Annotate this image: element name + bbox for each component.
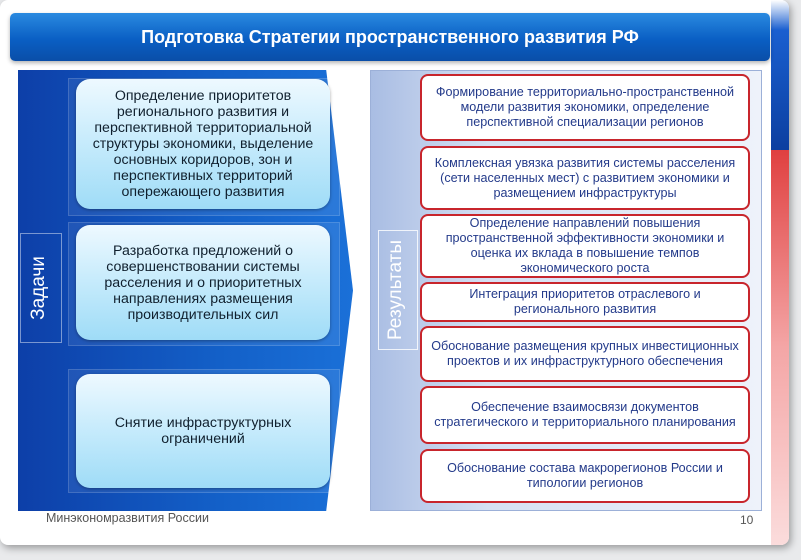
page-number: 10: [740, 513, 754, 527]
footer-organization: Минэкономразвития России: [46, 511, 209, 525]
result-item: Обоснование состава макрорегионов России и типологии регионов: [420, 449, 750, 503]
result-item: Формирование территориально-пространственной модели развития экономики, определение перспективной специализации регионов: [420, 74, 750, 141]
task-item: Снятие инфраструктурных ограничений: [76, 374, 330, 488]
result-item: Определение направлений повышения пространственной эффективности экономики и оценка их вклада в повышение темпов экономического роста: [420, 214, 750, 278]
slide-title: Подготовка Стратегии пространственного развития РФ: [10, 13, 770, 61]
result-item: Обеспечение взаимосвязи документов стратегического и территориального планирования: [420, 386, 750, 444]
results-label: Результаты: [385, 239, 407, 341]
tasks-label: Задачи: [28, 256, 50, 320]
decor-stripe-red: [771, 150, 789, 545]
decor-stripe-blue: [771, 0, 789, 150]
result-item: Интеграция приоритетов отраслевого и регионального развития: [420, 282, 750, 322]
task-item: Разработка предложений о совершенствовании системы расселения и о приоритетных направлениях размещения производительных сил: [76, 225, 330, 340]
result-item: Обоснование размещения крупных инвестиционных проектов и их инфраструктурного обеспечения: [420, 326, 750, 382]
task-item: Определение приоритетов регионального развития и перспективной территориальной структуры экономики, выделение основных коридоров, зон и перспективных территорий опережающего развития: [76, 79, 330, 209]
result-item: Комплексная увязка развития системы расселения (сети населенных мест) с развитием экономики и размещением инфраструктуры: [420, 146, 750, 210]
